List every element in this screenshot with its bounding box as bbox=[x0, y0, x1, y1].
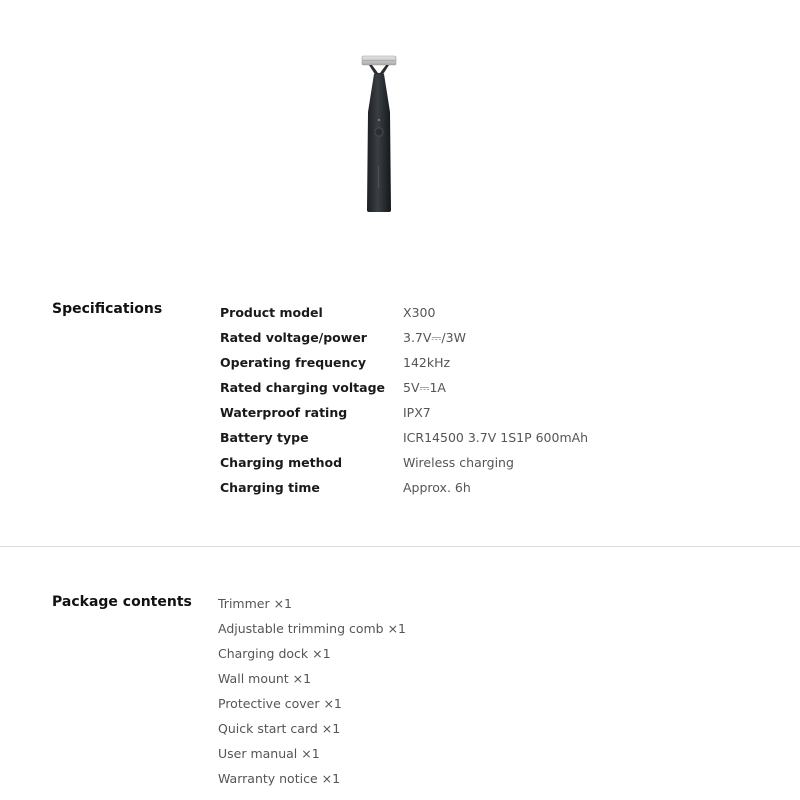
spec-label: Operating frequency bbox=[220, 355, 366, 370]
product-image-trimmer bbox=[352, 54, 406, 214]
list-item: Trimmer ×1 bbox=[218, 596, 292, 611]
spec-row bbox=[220, 375, 740, 400]
package-contents-list bbox=[218, 591, 406, 791]
package-contents-heading: Package contents bbox=[52, 594, 192, 610]
specifications-table bbox=[220, 300, 740, 500]
spec-label: Rated charging voltage bbox=[220, 380, 386, 395]
spec-value: Approx. 6h bbox=[403, 480, 471, 495]
spec-label: Charging method bbox=[220, 455, 343, 470]
spec-row bbox=[220, 400, 740, 425]
spec-label: Charging time bbox=[220, 480, 320, 495]
list-item: Wall mount ×1 bbox=[218, 671, 312, 686]
list-item: Quick start card ×1 bbox=[218, 721, 341, 736]
section-divider bbox=[0, 546, 800, 547]
spec-label: Rated voltage/power bbox=[220, 330, 367, 345]
list-item: Warranty notice ×1 bbox=[218, 771, 341, 786]
list-item: User manual ×1 bbox=[218, 746, 320, 761]
spec-row bbox=[220, 300, 740, 325]
spec-value: ICR14500 3.7V 1S1P 600mAh bbox=[403, 430, 589, 445]
spec-value: X300 bbox=[403, 305, 436, 320]
spec-row bbox=[220, 325, 740, 350]
spec-value: 5V⎓1A bbox=[403, 379, 446, 395]
spec-row bbox=[220, 450, 740, 475]
list-item: Adjustable trimming comb ×1 bbox=[218, 621, 407, 636]
spec-row bbox=[220, 475, 740, 500]
specifications-heading: Specifications bbox=[52, 301, 163, 317]
spec-value: 142kHz bbox=[403, 355, 451, 370]
spec-label: Waterproof rating bbox=[220, 405, 348, 420]
spec-value: IPX7 bbox=[403, 405, 431, 420]
spec-row bbox=[220, 350, 740, 375]
list-item: Charging dock ×1 bbox=[218, 646, 331, 661]
spec-row bbox=[220, 425, 740, 450]
spec-label: Product model bbox=[220, 305, 323, 320]
spec-value: Wireless charging bbox=[403, 455, 514, 470]
spec-label: Battery type bbox=[220, 430, 309, 445]
spec-value: 3.7V⎓/3W bbox=[403, 329, 466, 345]
list-item: Protective cover ×1 bbox=[218, 696, 342, 711]
